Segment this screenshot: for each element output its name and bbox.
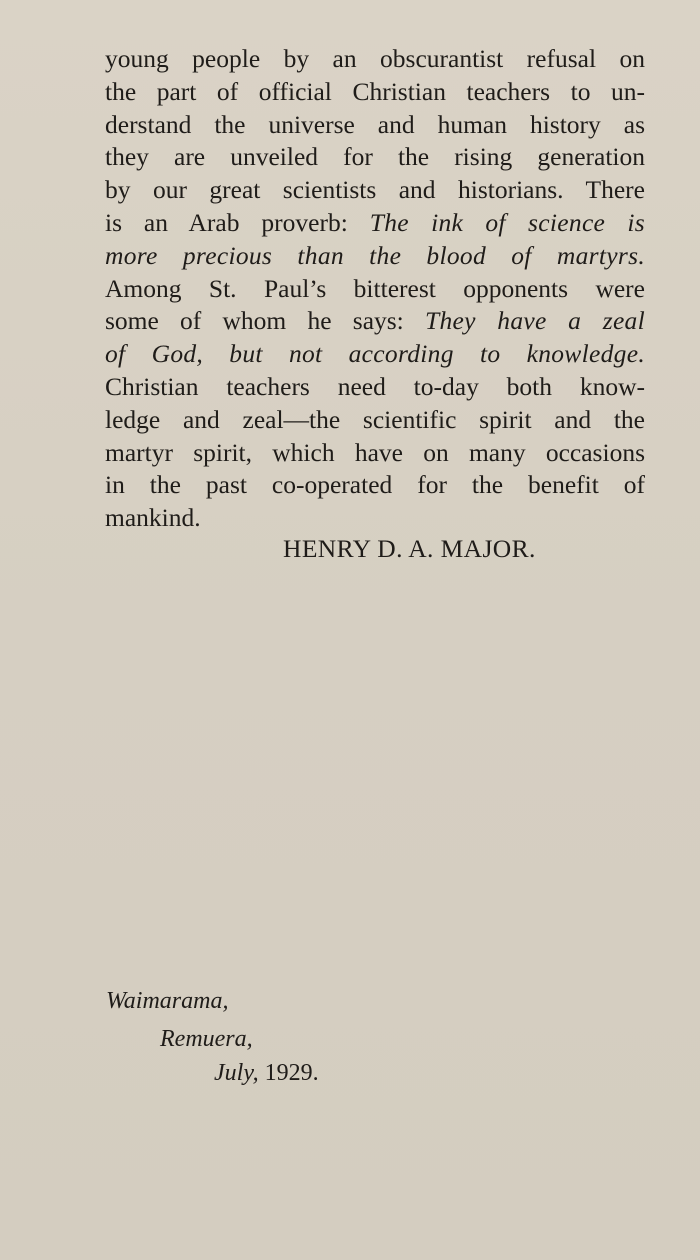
plain-text: some of whom he says: — [105, 306, 425, 336]
date-month: July, — [214, 1060, 259, 1086]
place-line-2 — [160, 1026, 253, 1053]
date-year: 1929. — [258, 1060, 319, 1086]
text-line: derstand the universe and human history as — [105, 109, 645, 139]
text-line-quote — [105, 338, 645, 371]
text-line: Christian teachers need to-day both know- — [105, 371, 645, 401]
italic-quote: The ink of science is — [369, 207, 646, 237]
preface-closing-paragraph — [105, 43, 645, 535]
text-line: by our great scientists and historians. There — [105, 175, 645, 205]
italic-quote: more precious than the blood of martyrs. — [105, 240, 645, 270]
author-signature: HENRY D. A. MAJOR. — [283, 534, 536, 563]
plain-text: is an Arab proverb: — [105, 207, 370, 237]
text-line-quote-intro — [105, 305, 645, 338]
place-name: Waimarama, — [106, 988, 229, 1014]
italic-quote: of God, but not according to knowledge. — [105, 339, 645, 369]
text-line: they are unveiled for the rising generation — [105, 142, 645, 172]
place-name: Remuera, — [160, 1026, 253, 1052]
text-line: martyr spirit, which have on many occasions — [105, 437, 645, 467]
text-line-proverb-intro — [105, 207, 645, 240]
text-line: Among St. Paul’s bitterest opponents were — [105, 273, 645, 303]
text-line: the part of official Christian teachers to un- — [105, 76, 645, 106]
date-line — [214, 1060, 319, 1087]
text-line: mankind. — [105, 503, 201, 533]
text-line: young people by an obscurantist refusal on — [105, 44, 645, 73]
italic-quote: They have a zeal — [425, 306, 645, 336]
place-line-1 — [106, 988, 228, 1015]
text-line: in the past co-operated for the benefit of — [105, 470, 645, 500]
text-line: ledge and zeal—the scientific spirit and the — [105, 404, 645, 434]
text-line-proverb — [105, 240, 645, 273]
